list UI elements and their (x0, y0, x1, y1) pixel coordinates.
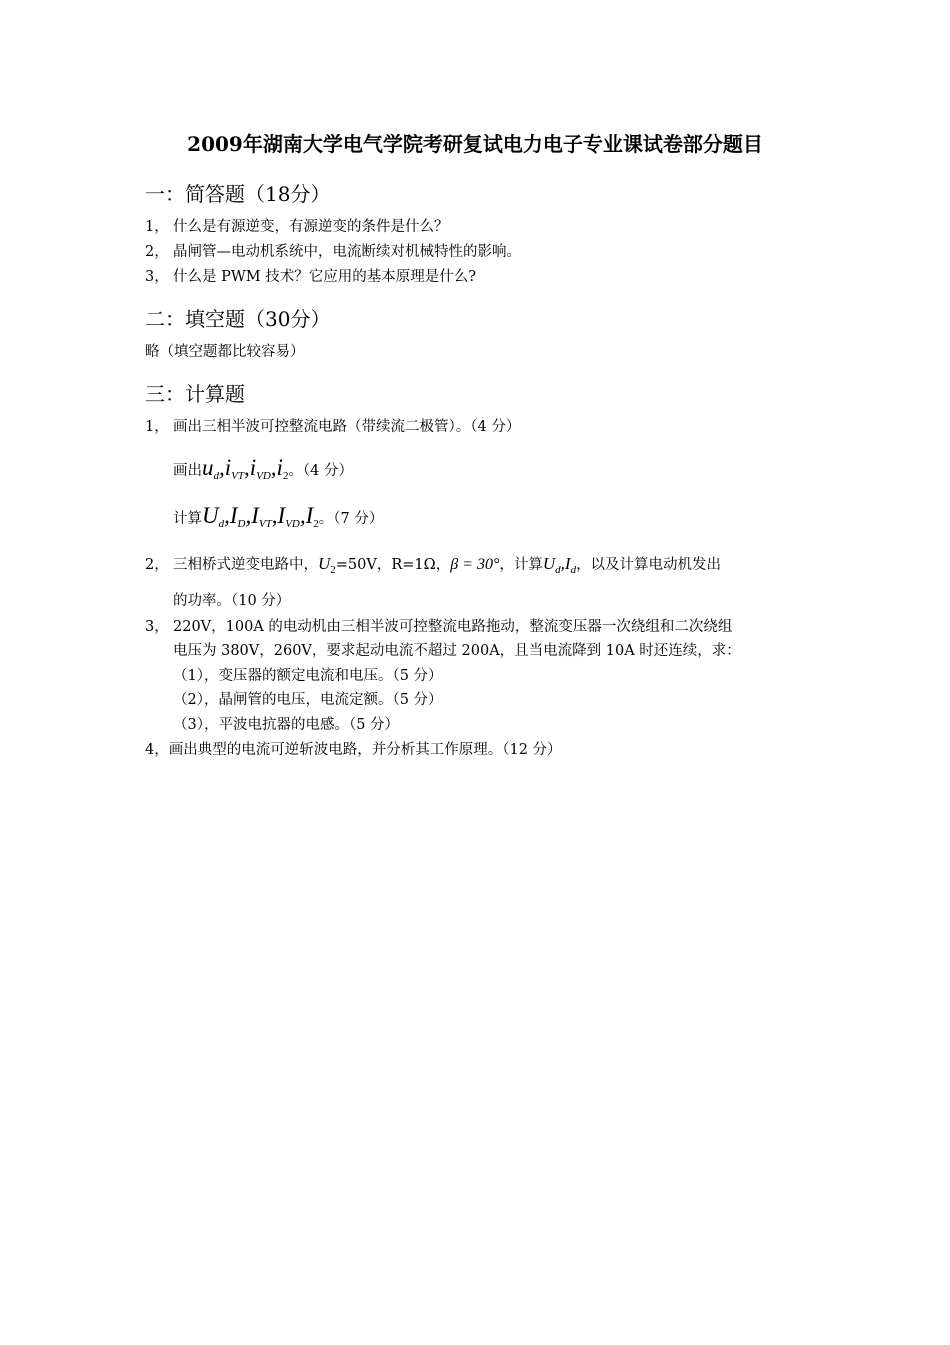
math-Ud-Id: $U_d,I_d$ (542, 554, 577, 576)
math-U2: $U_2$ (318, 554, 336, 576)
s1-item-3: 3， 什么是 PWM 技术？它应用的基本原理是什么? (145, 269, 476, 285)
section1-heading: 一：简答题（18分） (145, 182, 331, 206)
s3-q3: 3， 220V，100A 的电动机由三相半波可控整流电路拖动，整流变压器一次绕组和二次绕组 (145, 619, 733, 635)
s3-q1: 1， 画出三相半波可控整流电路（带续流二极管）。（4 分） (145, 419, 521, 435)
s1-item-2: 2， 晶闸管—电动机系统中，电流断续对机械特性的影响。 (145, 244, 521, 260)
s3-q3-line2: 电压为 380V，260V，要求起动电流不超过 200A，且当电流降到 10A 时还连续，求： (173, 643, 741, 659)
section2-heading: 二：填空题（30分） (145, 307, 331, 331)
math-beta: β = 30° (450, 556, 500, 573)
s3-q2-cont: 的功率。（10 分） (173, 593, 291, 609)
s3-q2: 2， 三相桥式逆变电路中，$U_2=50V$，R=1Ω，β = 30°，计算$U_d,I_d$，以及计算电动机发出 (145, 554, 722, 576)
s3-q1-draw-waveforms: 画出$u_d,i_{VT},i_{VD},i2$。（4 分） (173, 455, 354, 482)
s3-q1-calc: 计算$U_d,I_D,I_{VT},I_{VD},I2$。（7 分） (173, 503, 384, 530)
s3-q3-sub1: （1），变压器的额定电流和电压。（5 分） (173, 668, 443, 684)
section3-heading: 三：计算题 (145, 382, 245, 406)
math-ud-ivt-ivd-i2: $u_d,i_{VT},i_{VD},i2$ (202, 455, 289, 482)
s3-q3-sub2: （2），晶闸管的电压，电流定额。（5 分） (173, 692, 443, 708)
math-Ud-ID-IVT-IVD-I2: $U_d,I_D,I_{VT},I_{VD},I2$ (202, 503, 319, 530)
s2-text: 略（填空题都比较容易） (145, 344, 305, 360)
s3-q3-sub3: （3），平波电抗器的电感。（5 分） (173, 717, 400, 733)
s1-item-1: 1， 什么是有源逆变，有源逆变的条件是什么？ (145, 219, 449, 235)
page-title: 2009年湖南大学电气学院考研复试电力电子专业课试卷部分题目 (187, 132, 763, 156)
s3-q4: 4，画出典型的电流可逆斩波电路，并分析其工作原理。（12 分） (145, 742, 562, 758)
